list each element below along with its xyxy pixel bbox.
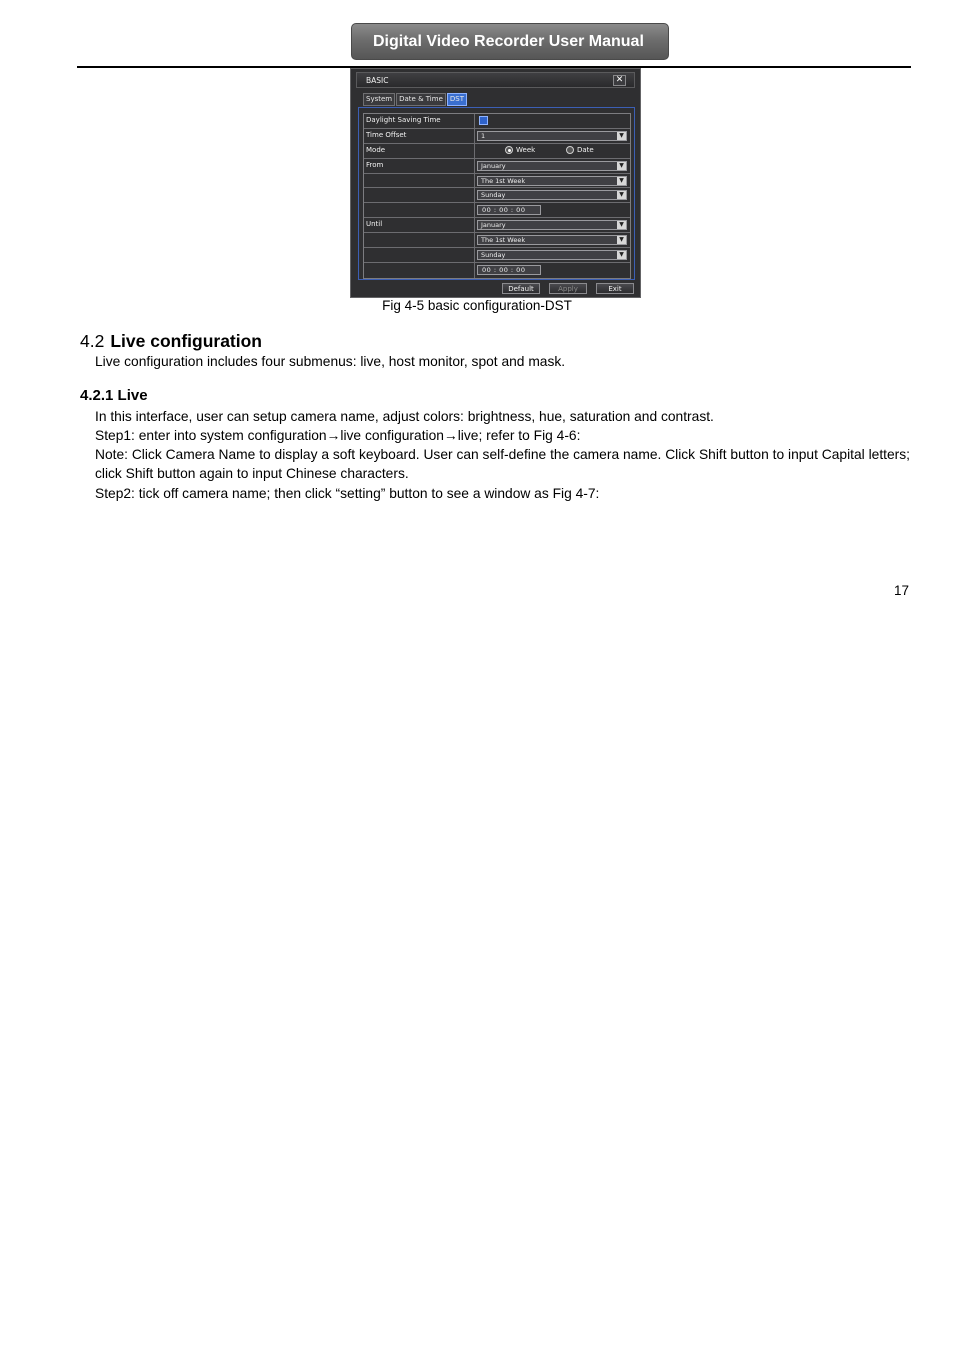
paragraph-live-intro: In this interface, user can setup camera name, adjust colors: brightness, hue, saturation and contrast. [95, 409, 714, 424]
row-from-month [364, 159, 630, 174]
from-week-value: The 1st Week [481, 176, 526, 185]
until-time-input[interactable]: 00 : 00 : 00 [477, 265, 541, 275]
row-until-time [364, 263, 630, 278]
subsection-heading: 4.2.1 Live [80, 387, 148, 404]
manual-title-badge: Digital Video Recorder User Manual [351, 23, 669, 60]
dst-config-dialog [350, 68, 641, 298]
mode-week-radio[interactable] [505, 146, 535, 155]
daylight-saving-checkbox[interactable] [479, 116, 488, 125]
from-time-input[interactable]: 00 : 00 : 00 [477, 205, 541, 215]
tab-dst[interactable]: DST [447, 93, 467, 106]
close-icon[interactable]: ✕ [613, 75, 626, 86]
row-until-month [364, 218, 630, 233]
chevron-down-icon: ▼ [617, 191, 626, 199]
blank-label-cell [364, 263, 475, 278]
dialog-button-bar [493, 283, 634, 294]
row-daylight-saving [364, 114, 630, 129]
chevron-down-icon: ▼ [617, 236, 626, 244]
mode-date-label: Date [577, 145, 594, 154]
until-label: Until [364, 218, 475, 232]
until-week-value: The 1st Week [481, 236, 526, 245]
page-number: 17 [893, 583, 909, 598]
from-day-select[interactable] [477, 190, 627, 200]
tab-system[interactable]: System [363, 93, 395, 106]
until-week-select[interactable] [477, 235, 627, 245]
paragraph-step2: Step2: tick off camera name; then click “setting” button to see a window as Fig 4-7: [95, 486, 600, 501]
until-day-value: Sunday [481, 251, 506, 260]
section-intro: Live configuration includes four submenus: live, host monitor, spot and mask. [95, 354, 566, 369]
blank-label-cell [364, 203, 475, 217]
section-number: 4.2 [80, 331, 105, 351]
blank-label-cell [364, 233, 475, 247]
section-heading [80, 331, 262, 352]
row-from-week [364, 174, 630, 189]
row-until-week [364, 233, 630, 248]
dst-panel [358, 107, 635, 280]
row-mode [364, 144, 630, 159]
from-month-value: January [481, 161, 506, 170]
from-label: From [364, 159, 475, 173]
until-day-select[interactable] [477, 250, 627, 260]
blank-label-cell [364, 188, 475, 202]
mode-date-radio[interactable] [566, 146, 594, 155]
row-until-day [364, 248, 630, 263]
from-day-value: Sunday [481, 191, 506, 200]
default-button[interactable]: Default [502, 283, 540, 294]
tab-date-time[interactable]: Date & Time [396, 93, 446, 106]
time-offset-value: 1 [481, 131, 486, 140]
dialog-title: BASIC [366, 76, 389, 85]
from-week-select[interactable] [477, 176, 627, 186]
chevron-down-icon: ▼ [617, 132, 626, 140]
exit-button[interactable]: Exit [596, 283, 634, 294]
chevron-down-icon: ▼ [617, 162, 626, 170]
radio-unselected-icon [566, 146, 574, 154]
dst-settings-grid [363, 113, 631, 279]
chevron-down-icon: ▼ [617, 177, 626, 185]
dialog-tabs [363, 93, 468, 106]
chevron-down-icon: ▼ [617, 221, 626, 229]
row-from-day [364, 188, 630, 203]
mode-week-label: Week [516, 145, 536, 154]
paragraph-step1: Step1: enter into system configuration→live configuration→live; refer to Fig 4-6: [95, 428, 581, 443]
paragraph-note: Note: Click Camera Name to display a soft keyboard. User can self-define the camera name. Click Shift button to input Capital letters; click Shift button again to input Chinese characters. [95, 447, 910, 481]
row-time-offset [364, 129, 630, 144]
until-month-select[interactable] [477, 220, 627, 230]
daylight-saving-label: Daylight Saving Time [364, 114, 475, 128]
figure-caption: Fig 4-5 basic configuration-DST [382, 298, 572, 313]
apply-button[interactable]: Apply [549, 283, 587, 294]
time-offset-label: Time Offset [364, 129, 475, 143]
until-month-value: January [481, 221, 506, 230]
from-month-select[interactable] [477, 161, 627, 171]
mode-label: Mode [364, 144, 475, 158]
row-from-time [364, 203, 630, 218]
blank-label-cell [364, 248, 475, 262]
blank-label-cell [364, 174, 475, 188]
radio-selected-icon [505, 146, 513, 154]
time-offset-select[interactable] [477, 131, 627, 141]
chevron-down-icon: ▼ [617, 251, 626, 259]
section-title: Live configuration [110, 331, 263, 351]
dialog-title-bar [356, 72, 635, 88]
